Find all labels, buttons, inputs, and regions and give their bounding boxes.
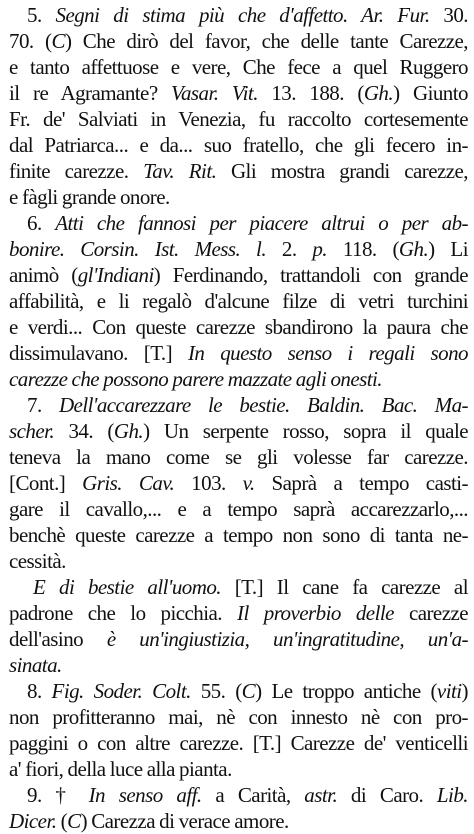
text-line	[9, 210, 468, 236]
text-line	[9, 2, 468, 28]
roman-segment: benchè queste carezze a tempo non sono di tanta ne-	[9, 523, 468, 547]
roman-segment: 103.	[174, 471, 243, 495]
italic-segment: Dicer.	[9, 809, 57, 833]
text-line	[9, 314, 468, 340]
roman-segment: 9. †	[27, 783, 89, 807]
roman-segment: 55. (	[190, 679, 242, 703]
text-line	[9, 522, 468, 548]
text-line	[9, 496, 468, 522]
italic-segment: Atti che fannosi per piacere altrui o per ab-	[55, 211, 468, 235]
italic-segment: Gh.	[113, 419, 144, 443]
italic-segment: Vasar. Vit.	[171, 81, 258, 105]
text-line	[9, 392, 468, 418]
italic-segment: Gh.	[398, 237, 429, 261]
roman-segment: 5.	[27, 3, 56, 27]
text-line	[9, 340, 468, 366]
italic-segment: E di bestie all'uomo.	[33, 575, 221, 599]
italic-segment: astr.	[304, 783, 338, 807]
roman-segment: gare il cavallo,... e a tempo saprà accarezzarlo,...	[9, 497, 468, 521]
roman-segment: a Carità,	[201, 783, 305, 807]
roman-segment: paggini o con altre carezze. [T.] Carezze de' venticelli	[9, 731, 468, 755]
italic-segment: Segni di stima più che d'affetto. Ar. Fur.	[55, 3, 430, 27]
text-line	[9, 236, 468, 262]
roman-segment: (	[56, 809, 68, 833]
roman-segment: ) Un serpente rosso, sopra il quale	[143, 419, 468, 443]
text-line	[9, 808, 468, 834]
roman-segment: dell'asino	[9, 627, 107, 651]
text-line	[9, 756, 468, 782]
roman-segment: [T.] Il cane fa carezze al	[221, 575, 468, 599]
roman-segment: padrone che lo picchia.	[9, 601, 238, 625]
roman-segment: Gli mostra grandi carezze,	[216, 159, 469, 183]
roman-segment: di Caro.	[337, 783, 437, 807]
text-line	[9, 600, 468, 626]
text-line	[9, 366, 468, 392]
roman-segment: a' fiori, della luce alla pianta.	[9, 757, 232, 781]
roman-segment: 2.	[266, 237, 313, 261]
roman-segment: cessità.	[9, 549, 66, 573]
roman-segment: ) Li	[428, 237, 468, 261]
italic-segment: Fig. Soder. Colt.	[51, 679, 191, 703]
italic-segment: C	[241, 679, 256, 703]
roman-segment: 118. (	[327, 237, 399, 261]
italic-segment: bonire. Corsin. Ist. Mess. l.	[9, 237, 267, 261]
text-line	[9, 444, 468, 470]
text-line	[9, 184, 468, 210]
roman-segment: ) Giunto	[393, 81, 468, 105]
italic-segment: Gris. Cav.	[82, 471, 175, 495]
roman-segment: e verdi... Con queste carezze sbandirono la paura che	[9, 315, 468, 339]
text-line	[9, 470, 468, 496]
text-line	[9, 28, 468, 54]
italic-segment: gl'Indiani	[77, 263, 154, 287]
text-line	[9, 782, 468, 808]
roman-segment: 70. (	[9, 29, 52, 53]
text-line	[9, 548, 468, 574]
roman-segment: 30.	[429, 3, 468, 27]
italic-segment: Gh.	[363, 81, 394, 105]
roman-segment: ) Che dirò del favor, che delle tante Carezze,	[64, 29, 468, 53]
roman-segment: ) Ferdinando, trattandoli con grande	[153, 263, 468, 287]
roman-segment: 7.	[27, 393, 59, 417]
italic-segment: Dell'accarezzare le bestie. Baldin. Bac. Ma-	[58, 393, 468, 417]
roman-segment: Saprà a tempo casti-	[254, 471, 468, 495]
text-line	[9, 730, 468, 756]
text-line	[9, 704, 468, 730]
roman-segment: 8.	[27, 679, 52, 703]
italic-segment: v.	[242, 471, 255, 495]
text-line	[9, 678, 468, 704]
text-line	[9, 288, 468, 314]
italic-segment: viti	[436, 679, 462, 703]
roman-segment: il re Agramante?	[9, 81, 172, 105]
italic-segment: p.	[312, 237, 328, 261]
italic-segment: Tav. Rit.	[143, 159, 217, 183]
italic-segment: carezze che possono parere mazzate agli onesti.	[9, 367, 383, 391]
text-line	[9, 80, 468, 106]
roman-segment: finite carezze.	[9, 159, 144, 183]
roman-segment: 34. (	[54, 419, 114, 443]
roman-segment: teneva la mano come se gli volesse far carezze.	[9, 445, 468, 469]
italic-segment: In questo senso i regali sono	[187, 341, 468, 365]
roman-segment: [Cont.]	[9, 471, 83, 495]
text-line	[9, 418, 468, 444]
roman-segment: )	[461, 679, 468, 703]
roman-segment: ) Carezza di verace amore.	[80, 809, 289, 833]
text-line	[9, 54, 468, 80]
roman-segment: dissimulavano. [T.]	[9, 341, 188, 365]
text-line	[9, 132, 468, 158]
roman-segment: animò (	[9, 263, 78, 287]
italic-segment: In senso aff.	[88, 783, 202, 807]
italic-segment: Il proverbio delle	[237, 601, 394, 625]
roman-segment: e fàgli grande onore.	[9, 185, 170, 209]
roman-segment: ) Le troppo antiche (	[255, 679, 437, 703]
italic-segment: sinata.	[9, 653, 62, 677]
roman-segment: dal Patriarca... e da... suo fratello, che gli fecero in-	[9, 133, 468, 157]
roman-segment: 6.	[27, 211, 56, 235]
roman-segment: 13. 188. (	[257, 81, 364, 105]
text-line	[9, 106, 468, 132]
text-line	[9, 158, 468, 184]
text-line	[9, 652, 468, 678]
text-line	[9, 626, 468, 652]
roman-segment: carezze	[393, 601, 469, 625]
italic-segment: scher.	[9, 419, 55, 443]
italic-segment: è un'ingiustizia, un'ingratitudine, un'a-	[106, 627, 468, 651]
text-line	[9, 262, 468, 288]
roman-segment: Fr. de' Salviati in Venezia, fu raccolto cortesemente	[9, 107, 468, 131]
italic-segment: C	[51, 29, 65, 53]
italic-segment: C	[67, 809, 81, 833]
roman-segment: e tanto affettuose e vere, Che fece a quel Ruggero	[9, 55, 468, 79]
roman-segment: affabilità, e li regalò d'alcune filze di vetri turchini	[9, 289, 468, 313]
entry-text-body	[9, 2, 468, 834]
roman-segment: non profitteranno mai, nè con innesto nè con pro-	[9, 705, 468, 729]
italic-segment: Lib.	[436, 783, 468, 807]
text-line	[9, 574, 468, 600]
